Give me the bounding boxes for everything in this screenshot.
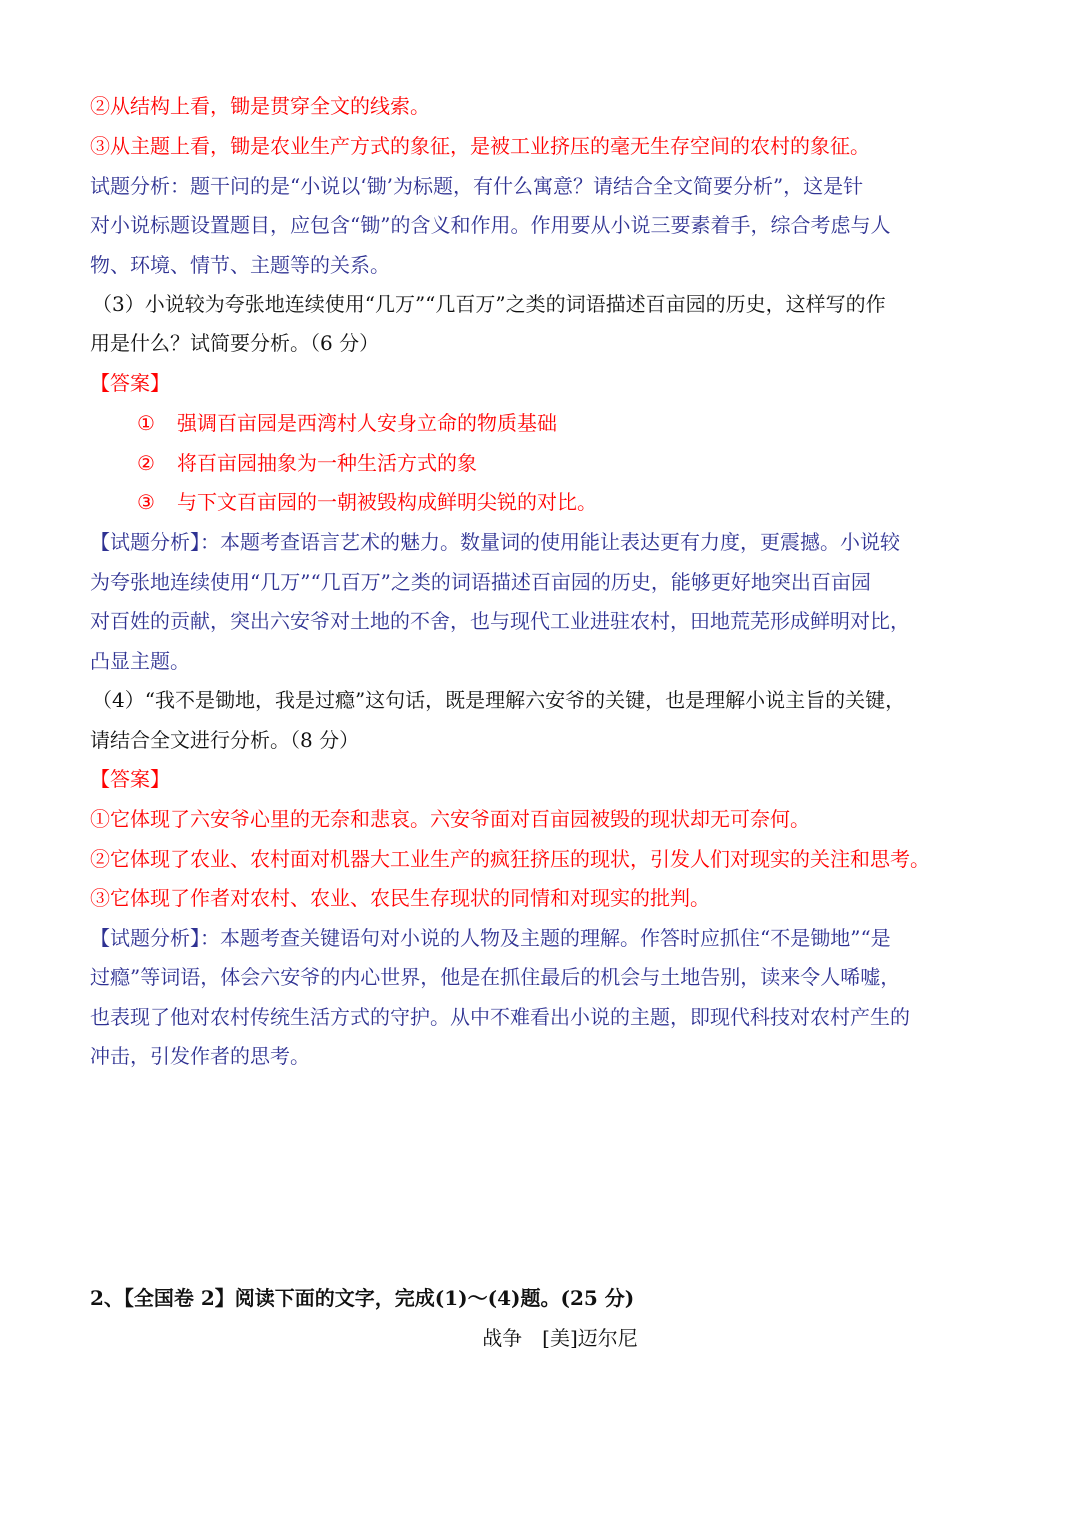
question-4-line: 请结合全文进行分析。（8 分） <box>90 728 360 752</box>
passage-title: 战争 [美]迈尔尼 <box>482 1326 638 1350</box>
item-text: 与下文百亩园的一朝被毁构成鲜明尖锐的对比。 <box>177 490 597 514</box>
item-number: ③ <box>137 490 155 514</box>
answer-line: ①它体现了六安爷心里的无奈和悲哀。六安爷面对百亩园被毁的现状却无可奈何。 <box>90 807 810 831</box>
analysis-line: 为夸张地连续使用“几万”“几百万”之类的词语描述百亩园的历史，能够更好地突出百亩园 <box>90 570 871 594</box>
list-item <box>137 449 477 477</box>
list-item <box>137 409 557 437</box>
answer-line-3: ③从主题上看，锄是农业生产方式的象征，是被工业挤压的毫无生存空间的农村的象征。 <box>90 134 870 158</box>
answer-line: ②它体现了农业、农村面对机器大工业生产的疯狂挤压的现状，引发人们对现实的关注和思考。 <box>90 847 930 871</box>
answer-label: 【答案】 <box>90 371 170 395</box>
answer-line: ③它体现了作者对农村、农业、农民生存现状的同情和对现实的批判。 <box>90 886 710 910</box>
question-3-line: 用是什么？试简要分析。（6 分） <box>90 331 380 355</box>
section-heading: 2、【全国卷 2】阅读下面的文字，完成(1)～(4)题。(25 分) <box>90 1286 635 1310</box>
item-text: 强调百亩园是西湾村人安身立命的物质基础 <box>177 411 557 435</box>
answer-line-2: ②从结构上看，锄是贯穿全文的线索。 <box>90 94 430 118</box>
question-3-line: （3）小说较为夸张地连续使用“几万”“几百万”之类的词语描述百亩园的历史，这样写的作 <box>92 292 886 316</box>
analysis-line: 物、环境、情节、主题等的关系。 <box>90 253 390 277</box>
analysis-line: 也表现了他对农村传统生活方式的守护。从中不难看出小说的主题，即现代科技对农村产生的 <box>90 1005 910 1029</box>
analysis-line: 对小说标题设置题目，应包含“锄”的含义和作用。作用要从小说三要素着手，综合考虑与人 <box>90 213 891 237</box>
analysis-line: 过瘾”等词语，体会六安爷的内心世界，他是在抓住最后的机会与土地告别，读来令人唏嘘， <box>90 965 901 989</box>
item-number: ② <box>137 451 155 475</box>
analysis-line: 试题分析：题干问的是“小说以‘锄’为标题，有什么寓意？请结合全文简要分析”，这是针 <box>90 174 864 198</box>
analysis-line: 凸显主题。 <box>90 649 190 673</box>
analysis-line: 冲击，引发作者的思考。 <box>90 1044 310 1068</box>
analysis-line: 对百姓的贡献，突出六安爷对土地的不舍，也与现代工业进驻农村，田地荒芜形成鲜明对比， <box>90 609 910 633</box>
item-text: 将百亩园抽象为一种生活方式的象 <box>177 451 477 475</box>
analysis-line: 【试题分析】：本题考查关键语句对小说的人物及主题的理解。作答时应抓住“不是锄地”“是 <box>90 926 891 950</box>
item-number: ① <box>137 411 155 435</box>
list-item <box>137 488 597 516</box>
answer-label: 【答案】 <box>90 767 170 791</box>
question-4-line: （4）“我不是锄地，我是过瘾”这句话，既是理解六安爷的关键，也是理解小说主旨的关键， <box>92 688 906 712</box>
analysis-line: 【试题分析】：本题考查语言艺术的魅力。数量词的使用能让表达更有力度，更震撼。小说较 <box>90 530 900 554</box>
